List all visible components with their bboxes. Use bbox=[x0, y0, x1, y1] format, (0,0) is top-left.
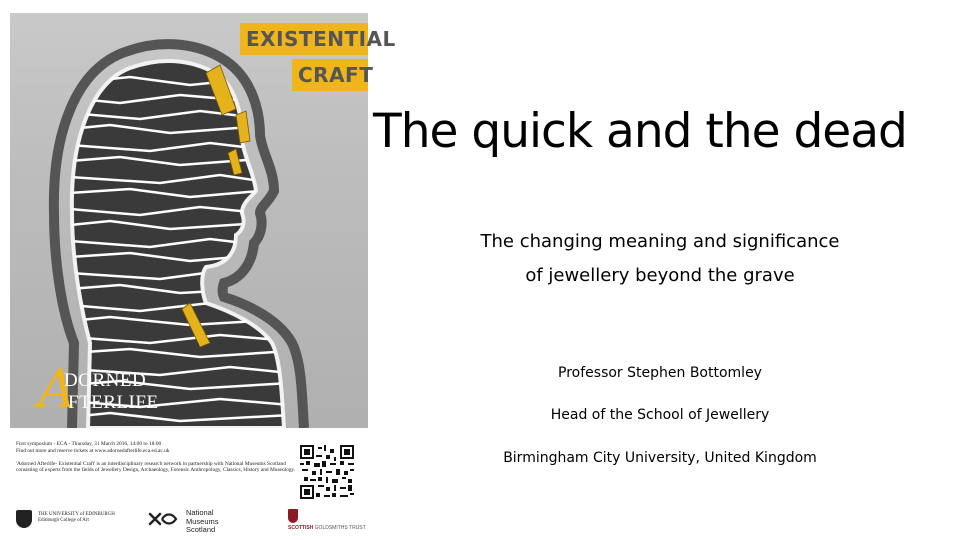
uoe-line1: THE UNIVERSITY of EDINBURGH bbox=[38, 512, 115, 517]
presenter-role: Head of the School of Jewellery bbox=[550, 407, 770, 423]
national-museums-scotland-logo bbox=[148, 508, 238, 532]
logo-line1: DORNED bbox=[64, 370, 147, 391]
poster-partner-logos bbox=[10, 508, 368, 534]
qr-code bbox=[300, 445, 354, 499]
nms-mark-icon bbox=[148, 511, 180, 527]
sgt-rest: GOLDSMITHS TRUST bbox=[313, 525, 366, 531]
presenter-institution: Birmingham City University, United Kingdom bbox=[503, 450, 817, 466]
poster-title bbox=[228, 13, 396, 93]
presenter-name: Professor Stephen Bottomley bbox=[558, 365, 762, 381]
slide-title: The quick and the dead bbox=[373, 104, 907, 159]
poster-description: 'Adorned Afterlife- Existential Craft' is an interdisciplinary research network in partnership with National Museums Scotland consisting of experts from the fields of Jewellery Design, Archaeology, Forensic Anthropology, Classics, History and Museology. bbox=[16, 461, 296, 474]
university-of-edinburgh-logo bbox=[16, 510, 146, 530]
poster-ticket-info: Find out more and reserve tickets at www.adornedafterlife.eca.ed.ac.uk bbox=[16, 448, 170, 454]
subtitle-line2: of jewellery beyond the grave bbox=[525, 265, 795, 286]
slide-subtitle bbox=[440, 225, 880, 293]
crest-icon bbox=[16, 510, 32, 528]
poster-event-date: First symposium - ECA - Thursday, 31 March 2016, 14:00 to 18:00 bbox=[16, 441, 162, 447]
poster-artwork bbox=[10, 13, 396, 428]
sgt-text bbox=[288, 525, 366, 531]
subtitle-line1: The changing meaning and significance bbox=[480, 231, 840, 252]
poster-title-line1: EXISTENTIAL bbox=[240, 23, 368, 55]
sgt-bold: SCOTTISH bbox=[288, 525, 314, 531]
logo-initial: A bbox=[38, 360, 76, 420]
scottish-goldsmiths-trust-logo bbox=[288, 509, 368, 531]
poster-footer bbox=[10, 428, 368, 534]
event-poster bbox=[10, 13, 396, 534]
nms-text: National Museums Scotland bbox=[186, 508, 219, 534]
logo-line2: FTERLIFE bbox=[68, 392, 159, 413]
shield-icon bbox=[288, 509, 298, 523]
poster-title-line2: CRAFT bbox=[292, 59, 368, 91]
uoe-text bbox=[38, 512, 115, 524]
uoe-line2: Edinburgh College of Art bbox=[38, 518, 89, 523]
adorned-afterlife-logo bbox=[38, 358, 188, 418]
